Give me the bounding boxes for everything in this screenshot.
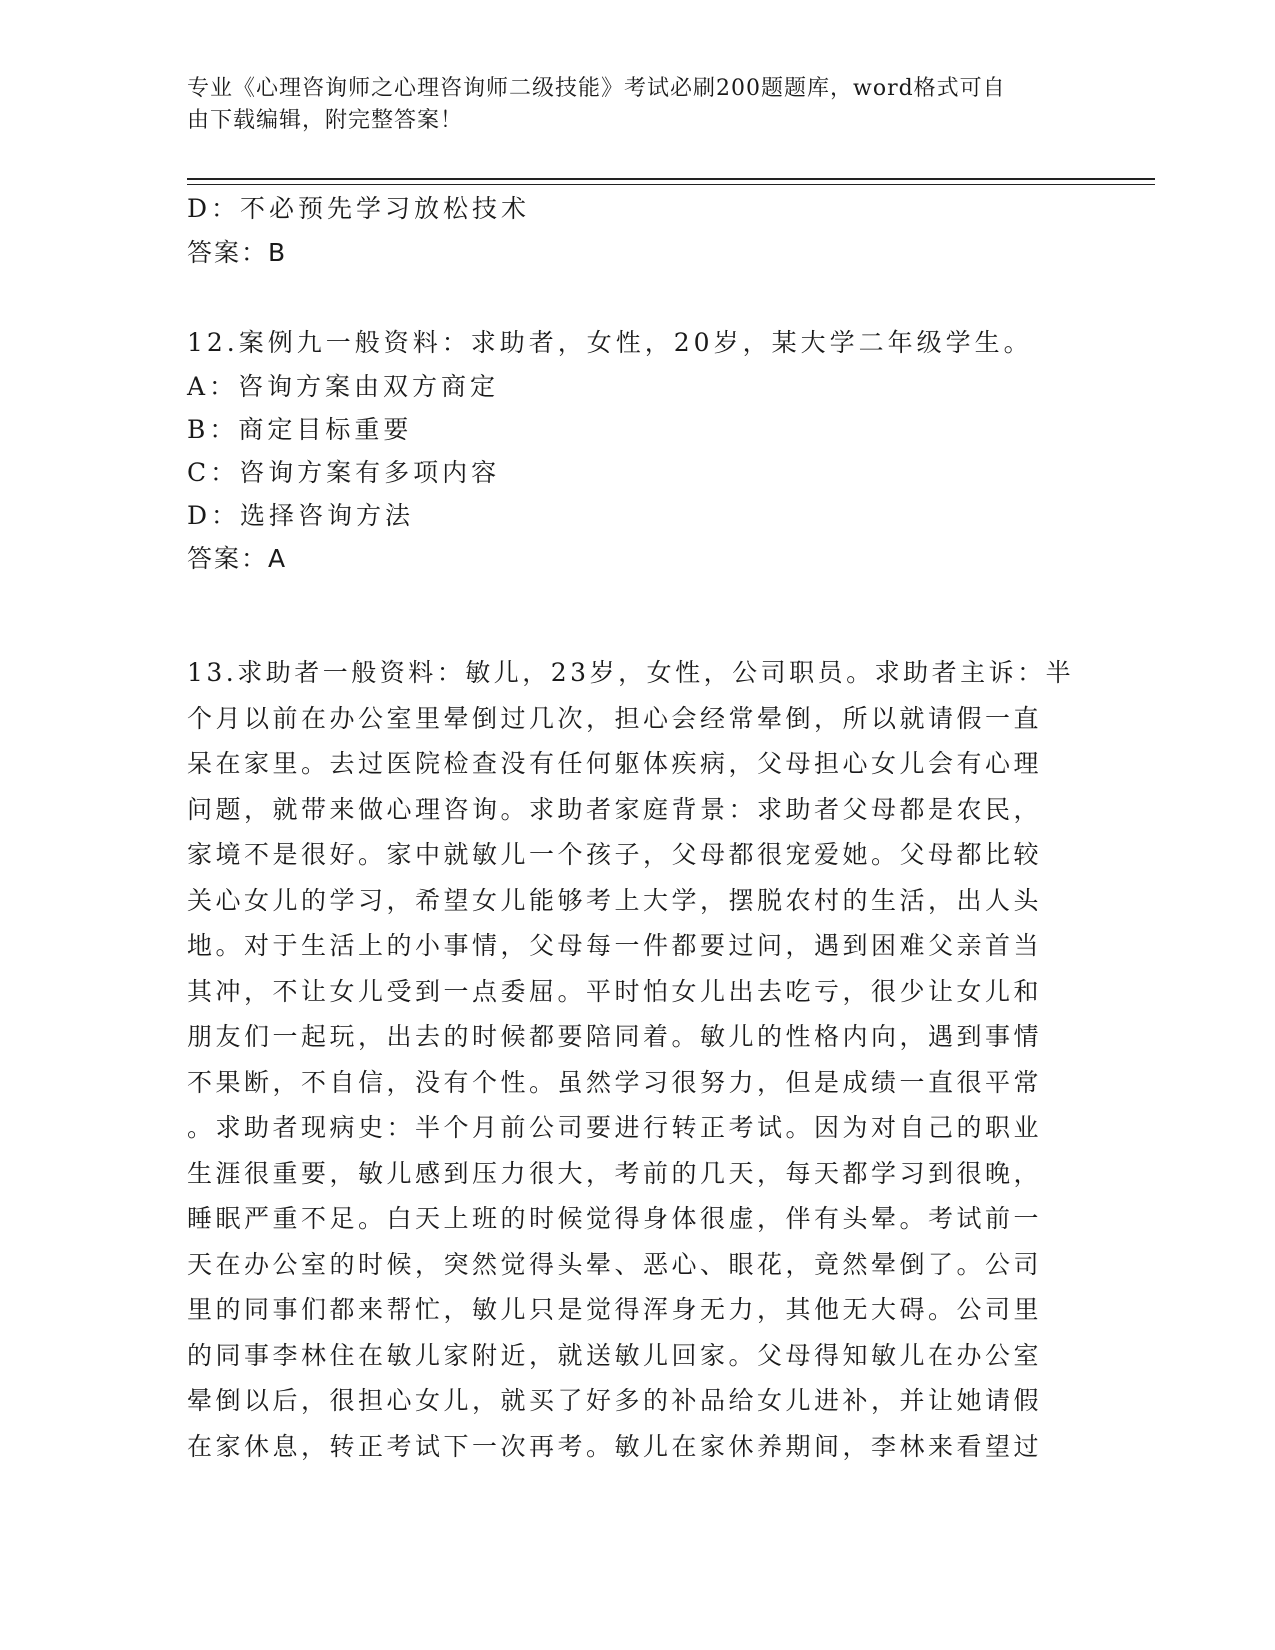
q13-line: 个月以前在办公室里晕倒过几次，担心会经常晕倒，所以就请假一直	[187, 703, 1043, 733]
q13-line: 朋友们一起玩，出去的时候都要陪同着。敏儿的性格内向，遇到事情	[187, 1022, 1043, 1051]
header-line-1: 专业《心理咨询师之心理咨询师二级技能》考试必刷200题题库，word格式可自	[187, 76, 1006, 101]
q13-line: 问题，就带来做心理咨询。求助者家庭背景：求助者父母都是农民，	[187, 794, 1043, 824]
q13-line: 关心女儿的学习，希望女儿能够考上大学，摆脱农村的生活，出人头	[187, 885, 1043, 915]
q13-line: 呆在家里。去过医院检查没有任何躯体疾病，父母担心女儿会有心理	[187, 749, 1043, 778]
header-line-2: 由下载编辑，附完整答案！	[187, 108, 464, 133]
q12-option-b: B：商定目标重要	[187, 415, 413, 444]
q13-line: 的同事李林住在敏儿家附近，就送敏儿回家。父母得知敏儿在办公室	[187, 1340, 1043, 1370]
q13-line: 不果断，不自信，没有个性。虽然学习很努力，但是成绩一直很平常	[187, 1067, 1043, 1097]
header-divider-thick	[187, 178, 1155, 180]
page-header	[187, 73, 1087, 137]
q13-line: 睡眠严重不足。白天上班的时候觉得身体很虚，伴有头晕。考试前一	[187, 1204, 1043, 1233]
q13-line: 在家休息，转正考试下一次再考。敏儿在家休养期间，李林来看望过	[187, 1431, 1043, 1461]
q13-line: 里的同事们都来帮忙，敏儿只是觉得浑身无力，其他无大碍。公司里	[187, 1295, 1043, 1324]
q13-line: 天在办公室的时候，突然觉得头晕、恶心、眼花，竟然晕倒了。公司	[187, 1249, 1043, 1279]
header-divider-thin	[187, 184, 1155, 185]
q13-line: 。求助者现病史：半个月前公司要进行转正考试。因为对自己的职业	[187, 1113, 1043, 1142]
q11-option-d: D：不必预先学习放松技术	[187, 194, 531, 223]
q13-line: 13.求助者一般资料：敏儿，23岁，女性，公司职员。求助者主诉：半	[187, 658, 1075, 687]
q13-line: 生涯很重要，敏儿感到压力很大，考前的几天，每天都学习到很晚，	[187, 1158, 1043, 1188]
q12-option-d: D：选择咨询方法	[187, 501, 415, 530]
q12-option-c: C：咨询方案有多项内容	[187, 458, 501, 487]
q13-line: 晕倒以后，很担心女儿，就买了好多的补品给女儿进补，并让她请假	[187, 1386, 1043, 1415]
q13-line: 家境不是很好。家中就敏儿一个孩子，父母都很宠爱她。父母都比较	[187, 840, 1043, 869]
q12-stem: 12.案例九一般资料：求助者，女性，20岁，某大学二年级学生。	[187, 328, 1033, 357]
q13-passage	[187, 650, 1087, 1469]
q12-answer: 答案：A	[187, 544, 288, 573]
q13-line: 地。对于生活上的小事情，父母每一件都要过问，遇到困难父亲首当	[187, 931, 1043, 960]
q11-answer: 答案：B	[187, 238, 288, 267]
q12-option-a: A：咨询方案由双方商定	[187, 372, 500, 401]
q13-line: 其冲，不让女儿受到一点委屈。平时怕女儿出去吃亏，很少让女儿和	[187, 976, 1043, 1006]
